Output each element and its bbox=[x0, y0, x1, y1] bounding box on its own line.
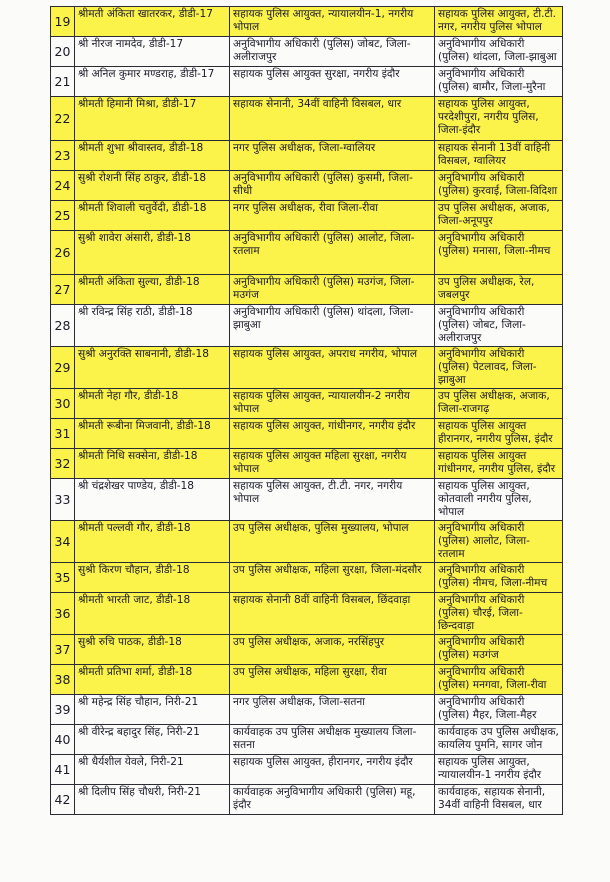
officer-name-cell: श्री धैर्यशील येवले, निरी-21 bbox=[75, 755, 230, 785]
current-posting-cell: सहायक पुलिस आयुक्त, अपराध नगरीय, भोपाल bbox=[230, 347, 435, 389]
officer-name-cell: श्रीमती निधि सक्सेना, डीडी-18 bbox=[75, 449, 230, 479]
current-posting-cell: अनुविभागीय अधिकारी (पुलिस) थांदला, जिला-झाबुआ bbox=[230, 305, 435, 347]
serial-number-cell: 21 bbox=[51, 67, 75, 97]
serial-number-cell: 37 bbox=[51, 635, 75, 665]
current-posting-cell: उप पुलिस अधीक्षक, महिला सुरक्षा, जिला-मंदसौर bbox=[230, 563, 435, 593]
current-posting-cell: सहायक पुलिस आयुक्त, टी.टी. नगर, नगरीय भोपाल bbox=[230, 479, 435, 521]
new-posting-cell: उप पुलिस अधीक्षक, अजाक, जिला-राजगढ़ bbox=[435, 389, 563, 419]
table-row bbox=[51, 479, 563, 521]
new-posting-cell: सहायक पुलिस आयुक्त, कोतवाली नगरीय पुलिस, भोपाल bbox=[435, 479, 563, 521]
new-posting-cell: सहायक पुलिस आयुक्त गांधीनगर, नगरीय पुलिस, इंदौर bbox=[435, 449, 563, 479]
officer-name-cell: श्रीमती प्रतिभा शर्मा, डीडी-18 bbox=[75, 665, 230, 695]
new-posting-cell: उप पुलिस अधीक्षक, रेल, जबलपुर bbox=[435, 275, 563, 305]
table-row bbox=[51, 635, 563, 665]
current-posting-cell: उप पुलिस अधीक्षक, अजाक, नरसिंहपुर bbox=[230, 635, 435, 665]
new-posting-cell: सहायक पुलिस आयुक्त, टी.टी. नगर, नगरीय पुलिस भोपाल bbox=[435, 7, 563, 37]
current-posting-cell: सहायक पुलिस आयुक्त, न्यायालयीन-1, नगरीय भोपाल bbox=[230, 7, 435, 37]
table-row bbox=[51, 37, 563, 67]
table-row bbox=[51, 67, 563, 97]
serial-number-cell: 35 bbox=[51, 563, 75, 593]
table-row bbox=[51, 231, 563, 275]
current-posting-cell: कार्यवाहक अनुविभागीय अधिकारी (पुलिस) महू, इंदौर bbox=[230, 785, 435, 815]
officer-name-cell: सुश्री रोशनी सिंह ठाकुर, डीडी-18 bbox=[75, 171, 230, 201]
current-posting-cell: अनुविभागीय अधिकारी (पुलिस) आलोट, जिला- रतलाम bbox=[230, 231, 435, 275]
officer-name-cell: श्रीमती पल्लवी गौर, डीडी-18 bbox=[75, 521, 230, 563]
new-posting-cell: सहायक सेनानी 13वीं वाहिनी विसबल, ग्वालियर bbox=[435, 141, 563, 171]
new-posting-cell: अनुविभागीय अधिकारी (पुलिस) नीमच, जिला-नीमच bbox=[435, 563, 563, 593]
serial-number-cell: 40 bbox=[51, 725, 75, 755]
current-posting-cell: सहायक पुलिस आयुक्त सुरक्षा, नगरीय इंदौर bbox=[230, 67, 435, 97]
new-posting-cell: सहायक पुलिस आयुक्त, परदेशीपुरा, नगरीय पुलिस, जिला-इंदौर bbox=[435, 97, 563, 141]
new-posting-cell: अनुविभागीय अधिकारी (पुलिस) आलोट, जिला- रतलाम bbox=[435, 521, 563, 563]
serial-number-cell: 19 bbox=[51, 7, 75, 37]
current-posting-cell: उप पुलिस अधीक्षक, महिला सुरक्षा, रीवा bbox=[230, 665, 435, 695]
table-row bbox=[51, 141, 563, 171]
serial-number-cell: 20 bbox=[51, 37, 75, 67]
transfer-table bbox=[50, 6, 563, 815]
serial-number-cell: 29 bbox=[51, 347, 75, 389]
table-row bbox=[51, 563, 563, 593]
new-posting-cell: अनुविभागीय अधिकारी (पुलिस) मनासा, जिला-नीमच bbox=[435, 231, 563, 275]
officer-name-cell: श्री महेन्द्र सिंह चौहान, निरी-21 bbox=[75, 695, 230, 725]
officer-name-cell: श्री रविन्द्र सिंह राठी, डीडी-18 bbox=[75, 305, 230, 347]
officer-name-cell: सुश्री किरण चौहान, डीडी-18 bbox=[75, 563, 230, 593]
current-posting-cell: सहायक पुलिस आयुक्त, हीरानगर, नगरीय इंदौर bbox=[230, 755, 435, 785]
serial-number-cell: 22 bbox=[51, 97, 75, 141]
serial-number-cell: 33 bbox=[51, 479, 75, 521]
current-posting-cell: उप पुलिस अधीक्षक, पुलिस मुख्यालय, भोपाल bbox=[230, 521, 435, 563]
table-body bbox=[51, 7, 563, 815]
table-row bbox=[51, 593, 563, 635]
officer-name-cell: श्री दिलीप सिंह चौधरी, निरी-21 bbox=[75, 785, 230, 815]
current-posting-cell: नगर पुलिस अधीक्षक, जिला-सतना bbox=[230, 695, 435, 725]
officer-name-cell: श्री चंद्रशेखर पाण्डेय, डीडी-18 bbox=[75, 479, 230, 521]
table-row bbox=[51, 665, 563, 695]
new-posting-cell: कार्यवाहक उप पुलिस अधीक्षक, कायलिय पुमनि, सागर जोन bbox=[435, 725, 563, 755]
current-posting-cell: सहायक पुलिस आयुक्त, न्यायालयीन-2 नगरीय भोपाल bbox=[230, 389, 435, 419]
current-posting-cell: अनुविभागीय अधिकारी (पुलिस) जोबट, जिला-अलीराजपुर bbox=[230, 37, 435, 67]
new-posting-cell: अनुविभागीय अधिकारी (पुलिस) मैहर, जिला-मैहर bbox=[435, 695, 563, 725]
current-posting-cell: नगर पुलिस अधीक्षक, जिला-ग्वालियर bbox=[230, 141, 435, 171]
serial-number-cell: 27 bbox=[51, 275, 75, 305]
new-posting-cell: सहायक पुलिस आयुक्त हीरानगर, नगरीय पुलिस, इंदौर bbox=[435, 419, 563, 449]
table-row bbox=[51, 201, 563, 231]
serial-number-cell: 31 bbox=[51, 419, 75, 449]
table-row bbox=[51, 389, 563, 419]
document-page bbox=[50, 6, 562, 815]
new-posting-cell: अनुविभागीय अधिकारी (पुलिस) बामौर, जिला-मुरैना bbox=[435, 67, 563, 97]
new-posting-cell: अनुविभागीय अधिकारी (पुलिस) चौरई, जिला- छिन्दवाड़ा bbox=[435, 593, 563, 635]
table-row bbox=[51, 725, 563, 755]
table-row bbox=[51, 347, 563, 389]
table-row bbox=[51, 755, 563, 785]
serial-number-cell: 28 bbox=[51, 305, 75, 347]
current-posting-cell: सहायक पुलिस आयुक्त, गांधीनगर, नगरीय इंदौर bbox=[230, 419, 435, 449]
officer-name-cell: सुश्री शावेरा अंसारी, डीडी-18 bbox=[75, 231, 230, 275]
current-posting-cell: सहायक सेनानी, 34वीं वाहिनी विसबल, धार bbox=[230, 97, 435, 141]
officer-name-cell: श्री नीरज नामदेव, डीडी-17 bbox=[75, 37, 230, 67]
table-row bbox=[51, 449, 563, 479]
serial-number-cell: 38 bbox=[51, 665, 75, 695]
officer-name-cell: सुश्री रुचि पाठक, डीडी-18 bbox=[75, 635, 230, 665]
new-posting-cell: उप पुलिस अधीक्षक, अजाक, जिला-अनूपपुर bbox=[435, 201, 563, 231]
new-posting-cell: कार्यवाहक, सहायक सेनानी, 34वीं वाहिनी विसबल, धार bbox=[435, 785, 563, 815]
new-posting-cell: अनुविभागीय अधिकारी (पुलिस) जोबट, जिला-अलीराजपुर bbox=[435, 305, 563, 347]
current-posting-cell: अनुविभागीय अधिकारी (पुलिस) मउगंज, जिला-मउगंज bbox=[230, 275, 435, 305]
serial-number-cell: 26 bbox=[51, 231, 75, 275]
table-row bbox=[51, 97, 563, 141]
officer-name-cell: श्रीमती अंकिता खातरकर, डीडी-17 bbox=[75, 7, 230, 37]
new-posting-cell: सहायक पुलिस आयुक्त, न्यायालयीन-1 नगरीय इंदौर bbox=[435, 755, 563, 785]
serial-number-cell: 41 bbox=[51, 755, 75, 785]
officer-name-cell: श्रीमती शिवाली चतुर्वेदी, डीडी-18 bbox=[75, 201, 230, 231]
officer-name-cell: श्रीमती नेहा गौर, डीडी-18 bbox=[75, 389, 230, 419]
table-row bbox=[51, 419, 563, 449]
table-row bbox=[51, 171, 563, 201]
serial-number-cell: 30 bbox=[51, 389, 75, 419]
serial-number-cell: 23 bbox=[51, 141, 75, 171]
new-posting-cell: अनुविभागीय अधिकारी (पुलिस) मनगवा, जिला-रीवा bbox=[435, 665, 563, 695]
new-posting-cell: अनुविभागीय अधिकारी (पुलिस) थांदला, जिला-झाबुआ bbox=[435, 37, 563, 67]
officer-name-cell: श्रीमती शुभा श्रीवास्तव, डीडी-18 bbox=[75, 141, 230, 171]
table-row bbox=[51, 695, 563, 725]
new-posting-cell: अनुविभागीय अधिकारी (पुलिस) कुरवाई, जिला-विदिशा bbox=[435, 171, 563, 201]
officer-name-cell: श्रीमती भारती जाट, डीडी-18 bbox=[75, 593, 230, 635]
current-posting-cell: नगर पुलिस अधीक्षक, रीवा जिला-रीवा bbox=[230, 201, 435, 231]
serial-number-cell: 32 bbox=[51, 449, 75, 479]
officer-name-cell: श्रीमती अंकिता सुल्या, डीडी-18 bbox=[75, 275, 230, 305]
serial-number-cell: 39 bbox=[51, 695, 75, 725]
current-posting-cell: कार्यवाहक उप पुलिस अधीक्षक मुख्यालय जिला-सतना bbox=[230, 725, 435, 755]
table-row bbox=[51, 7, 563, 37]
serial-number-cell: 36 bbox=[51, 593, 75, 635]
officer-name-cell: सुश्री अनुरक्ति साबनानी, डीडी-18 bbox=[75, 347, 230, 389]
officer-name-cell: श्रीमती रूबीना मिजवानी, डीडी-18 bbox=[75, 419, 230, 449]
serial-number-cell: 24 bbox=[51, 171, 75, 201]
serial-number-cell: 42 bbox=[51, 785, 75, 815]
table-row bbox=[51, 785, 563, 815]
officer-name-cell: श्री वीरेन्द्र बहादुर सिंह, निरी-21 bbox=[75, 725, 230, 755]
serial-number-cell: 25 bbox=[51, 201, 75, 231]
officer-name-cell: श्रीमती हिमानी मिश्रा, डीडी-17 bbox=[75, 97, 230, 141]
table-row bbox=[51, 275, 563, 305]
serial-number-cell: 34 bbox=[51, 521, 75, 563]
new-posting-cell: अनुविभागीय अधिकारी (पुलिस) मउगंज bbox=[435, 635, 563, 665]
table-row bbox=[51, 305, 563, 347]
new-posting-cell: अनुविभागीय अधिकारी (पुलिस) पेटलावद, जिला- झाबुआ bbox=[435, 347, 563, 389]
officer-name-cell: श्री अनिल कुमार मण्डराह, डीडी-17 bbox=[75, 67, 230, 97]
current-posting-cell: सहायक पुलिस आयुक्त महिला सुरक्षा, नगरीय भोपाल bbox=[230, 449, 435, 479]
current-posting-cell: अनुविभागीय अधिकारी (पुलिस) कुसमी, जिला-सीधी bbox=[230, 171, 435, 201]
table-row bbox=[51, 521, 563, 563]
current-posting-cell: सहायक सेनानी 8वीं वाहिनी विसबल, छिंदवाड़ा bbox=[230, 593, 435, 635]
